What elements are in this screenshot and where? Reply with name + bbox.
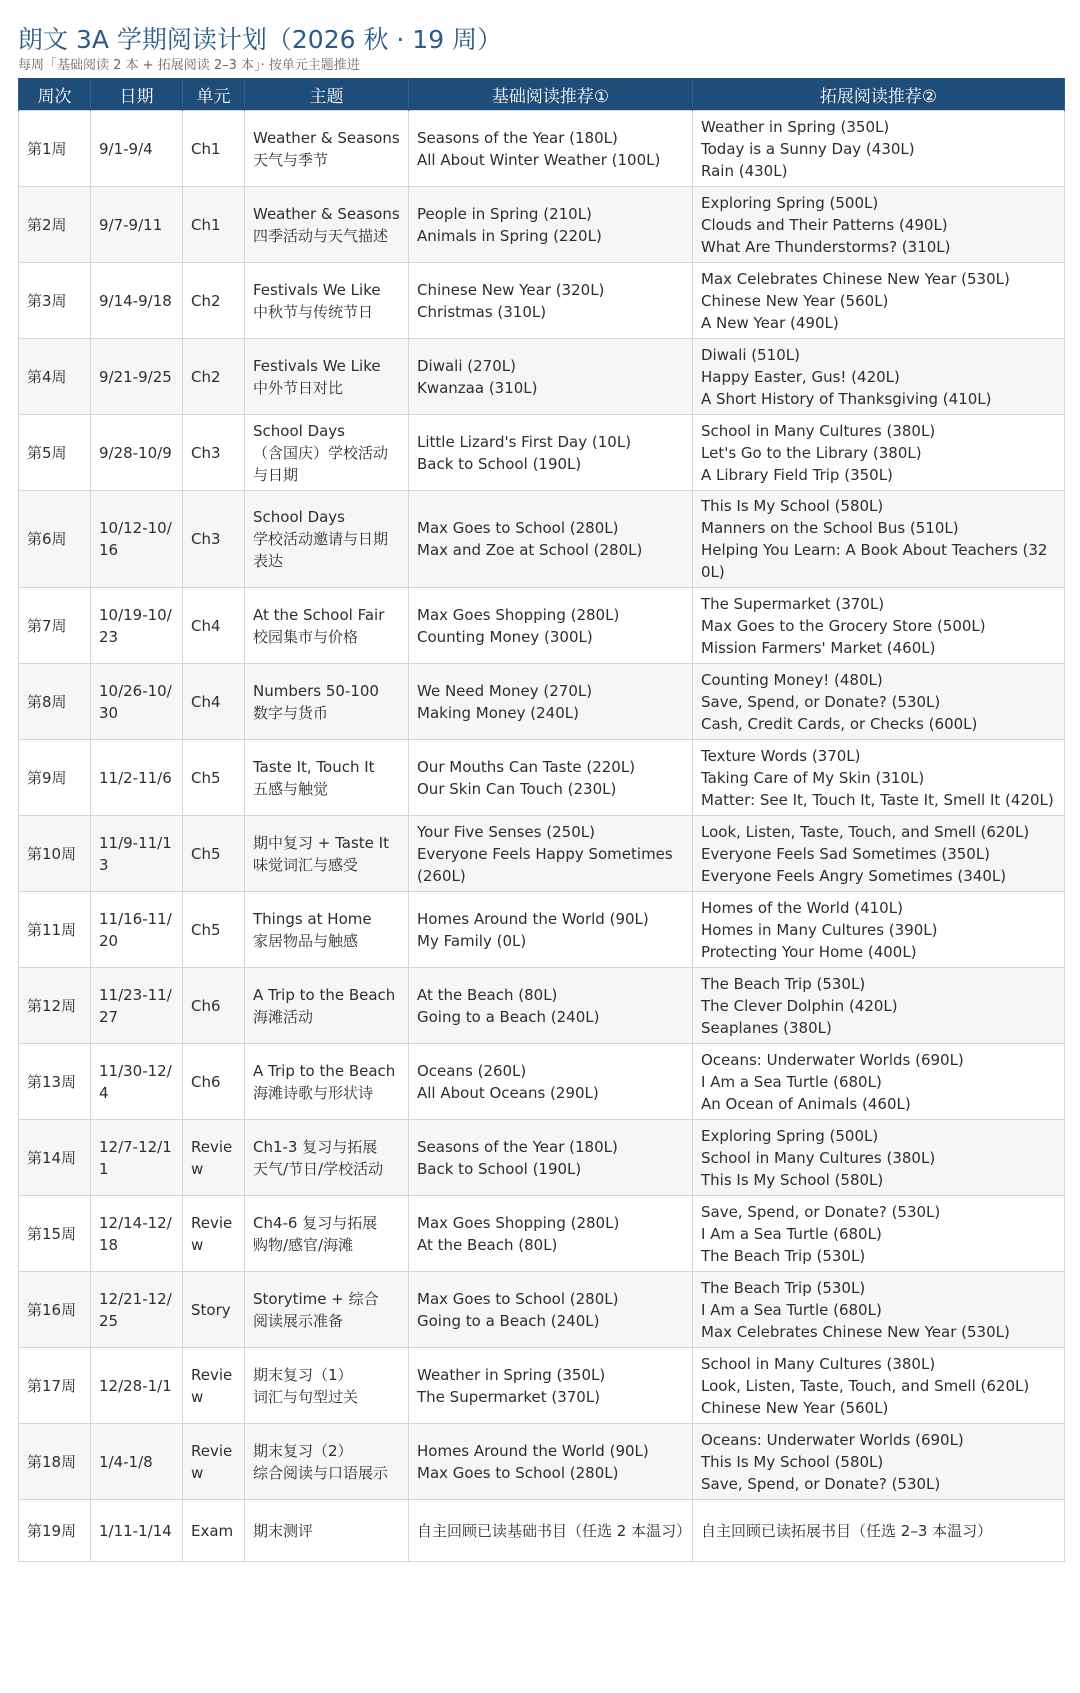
theme-line: 阅读展示准备: [253, 1311, 344, 1330]
theme-line: （含国庆）学校活动: [253, 443, 389, 462]
book-title: Back to School (190L): [417, 454, 582, 473]
basic-reading-cell: [409, 588, 693, 664]
book-title: The Beach Trip (530L): [701, 1246, 866, 1265]
theme-line: 期末复习（2）: [253, 1441, 353, 1460]
book-title: Max Goes to the Grocery Store (500L): [701, 616, 986, 635]
table-row: [19, 263, 1065, 339]
column-header-date: 日期: [91, 78, 183, 111]
theme-line: 购物/感官/海滩: [253, 1235, 354, 1254]
book-title: Counting Money (300L): [417, 627, 593, 646]
week-cell: 第17周: [19, 1348, 91, 1424]
table-row: [19, 740, 1065, 816]
unit-cell: Story: [183, 1272, 245, 1348]
book-title: Our Skin Can Touch (230L): [417, 779, 617, 798]
date-cell: 10/19-10/23: [91, 588, 183, 664]
week-cell: 第15周: [19, 1196, 91, 1272]
extended-reading-cell: [693, 664, 1065, 740]
book-title: Let's Go to the Library (380L): [701, 443, 922, 462]
table-row: [19, 892, 1065, 968]
extended-reading-cell: [693, 1044, 1065, 1120]
week-cell: 第16周: [19, 1272, 91, 1348]
theme-cell: [245, 1348, 409, 1424]
theme-line: 海滩活动: [253, 1007, 314, 1026]
book-title: Today is a Sunny Day (430L): [701, 139, 915, 158]
book-title: Save, Spend, or Donate? (530L): [701, 1474, 941, 1493]
date-cell: 12/21-12/25: [91, 1272, 183, 1348]
theme-cell: [245, 892, 409, 968]
book-title: Max and Zoe at School (280L): [417, 541, 643, 559]
week-cell: 第6周: [19, 491, 91, 588]
week-cell: 第10周: [19, 816, 91, 892]
book-title: Chinese New Year (560L): [701, 1398, 889, 1417]
date-cell: 10/26-10/30: [91, 664, 183, 740]
table-row: [19, 664, 1065, 740]
book-title: A New Year (490L): [701, 313, 839, 332]
book-title: An Ocean of Animals (460L): [701, 1094, 911, 1113]
extended-reading-cell: [693, 111, 1065, 187]
basic-reading-cell: [409, 1348, 693, 1424]
theme-cell: [245, 816, 409, 892]
theme-cell: [245, 1272, 409, 1348]
unit-cell: Ch3: [183, 415, 245, 491]
unit-cell: Ch5: [183, 816, 245, 892]
book-title: The Beach Trip (530L): [701, 1278, 866, 1297]
book-title: My Family (0L): [417, 931, 527, 950]
book-title: Everyone Feels Happy Sometimes (260L): [417, 844, 673, 885]
unit-cell: Review: [183, 1348, 245, 1424]
unit-cell: Ch1: [183, 187, 245, 263]
table-row: [19, 1044, 1065, 1120]
book-title: Our Mouths Can Taste (220L): [417, 757, 636, 776]
book-title: Exploring Spring (500L): [701, 193, 879, 212]
book-title: Everyone Feels Sad Sometimes (350L): [701, 844, 991, 863]
table-row: [19, 111, 1065, 187]
date-cell: 9/7-9/11: [91, 187, 183, 263]
book-title: Look, Listen, Taste, Touch, and Smell (620L): [701, 1376, 1030, 1395]
book-title: School in Many Cultures (380L): [701, 1354, 936, 1373]
page-subtitle: 每周「基础阅读 2 本 + 拓展阅读 2–3 本」· 按单元主题推进: [18, 58, 360, 73]
theme-line: Festivals We Like: [253, 280, 381, 299]
theme-cell: [245, 415, 409, 491]
basic-reading-cell: [409, 415, 693, 491]
extended-reading-cell: [693, 892, 1065, 968]
book-title: Chinese New Year (560L): [701, 291, 889, 310]
extended-reading-cell: [693, 1348, 1065, 1424]
extended-reading-cell: [693, 588, 1065, 664]
book-title: Protecting Your Home (400L): [701, 942, 917, 961]
book-title: Kwanzaa (310L): [417, 378, 538, 397]
week-cell: 第1周: [19, 111, 91, 187]
theme-line: 五感与触觉: [253, 779, 329, 798]
unit-cell: Ch2: [183, 339, 245, 415]
theme-cell: [245, 1500, 409, 1562]
theme-line: 四季活动与天气描述: [253, 226, 389, 245]
theme-cell: [245, 1196, 409, 1272]
book-title: Max Goes Shopping (280L): [417, 605, 620, 624]
date-cell: 11/2-11/6: [91, 740, 183, 816]
theme-line: Storytime + 综合: [253, 1289, 379, 1308]
basic-reading-cell: [409, 664, 693, 740]
basic-reading-cell: [409, 968, 693, 1044]
book-title: Max Goes Shopping (280L): [417, 1213, 620, 1232]
book-title: This Is My School (580L): [701, 1170, 884, 1189]
date-cell: 9/28-10/9: [91, 415, 183, 491]
book-title: Diwali (270L): [417, 356, 516, 375]
date-cell: 12/7-12/11: [91, 1120, 183, 1196]
book-title: This Is My School (580L): [701, 497, 884, 515]
book-title: We Need Money (270L): [417, 681, 593, 700]
date-cell: 9/21-9/25: [91, 339, 183, 415]
week-cell: 第13周: [19, 1044, 91, 1120]
unit-cell: Review: [183, 1120, 245, 1196]
table-row: [19, 1348, 1065, 1424]
week-cell: 第8周: [19, 664, 91, 740]
book-title: Taking Care of My Skin (310L): [701, 768, 925, 787]
book-title: Manners on the School Bus (510L): [701, 519, 959, 537]
theme-line: 家居物品与触感: [253, 931, 359, 950]
book-title: Homes Around the World (90L): [417, 909, 649, 928]
column-header-week: 周次: [19, 78, 91, 111]
date-cell: 11/23-11/27: [91, 968, 183, 1044]
unit-cell: Ch4: [183, 588, 245, 664]
theme-line: Ch4-6 复习与拓展: [253, 1213, 378, 1232]
book-title: Max Goes to School (280L): [417, 1463, 619, 1482]
theme-line: Things at Home: [253, 909, 372, 928]
week-cell: 第11周: [19, 892, 91, 968]
table-row: [19, 1424, 1065, 1500]
book-title: Counting Money! (480L): [701, 670, 883, 689]
extended-reading-cell: [693, 968, 1065, 1044]
date-cell: 11/16-11/20: [91, 892, 183, 968]
date-cell: 11/30-12/4: [91, 1044, 183, 1120]
table-row: [19, 415, 1065, 491]
theme-line: At the School Fair: [253, 605, 385, 624]
book-title: Max Celebrates Chinese New Year (530L): [701, 1322, 1010, 1341]
table-row: [19, 339, 1065, 415]
week-cell: 第5周: [19, 415, 91, 491]
extended-reading-cell: [693, 816, 1065, 892]
table-row: [19, 491, 1065, 588]
book-title: I Am a Sea Turtle (680L): [701, 1072, 882, 1091]
page-title: 朗文 3A 学期阅读计划（2026 秋 · 19 周）: [18, 25, 503, 54]
book-title: Max Celebrates Chinese New Year (530L): [701, 269, 1010, 288]
basic-reading-cell: [409, 1196, 693, 1272]
week-cell: 第18周: [19, 1424, 91, 1500]
date-cell: 9/1-9/4: [91, 111, 183, 187]
week-cell: 第12周: [19, 968, 91, 1044]
book-title: Texture Words (370L): [701, 746, 861, 765]
week-cell: 第14周: [19, 1120, 91, 1196]
basic-reading-cell: [409, 1120, 693, 1196]
book-title: Save, Spend, or Donate? (530L): [701, 692, 941, 711]
book-title: Helping You Learn: A Book About Teachers (320L): [701, 541, 1048, 581]
book-title: Homes Around the World (90L): [417, 1441, 649, 1460]
book-title: Your Five Senses (250L): [417, 822, 595, 841]
book-title: The Supermarket (370L): [417, 1387, 601, 1406]
book-title: Cash, Credit Cards, or Checks (600L): [701, 714, 978, 733]
theme-cell: [245, 111, 409, 187]
week-cell: 第7周: [19, 588, 91, 664]
book-title: Matter: See It, Touch It, Taste It, Smell It (420L): [701, 790, 1054, 809]
date-cell: 11/9-11/13: [91, 816, 183, 892]
extended-reading-cell: [693, 187, 1065, 263]
extended-reading-cell: [693, 491, 1065, 588]
unit-cell: Ch6: [183, 968, 245, 1044]
theme-line: 校园集市与价格: [253, 627, 359, 646]
theme-line: Numbers 50-100: [253, 681, 379, 700]
theme-line: A Trip to the Beach: [253, 985, 396, 1004]
theme-line: 表达: [253, 552, 284, 570]
basic-reading-cell: [409, 491, 693, 588]
basic-reading-cell: [409, 187, 693, 263]
theme-line: Weather & Seasons: [253, 204, 400, 223]
book-title: A Library Field Trip (350L): [701, 465, 893, 484]
date-cell: 1/4-1/8: [91, 1424, 183, 1500]
book-title: Max Goes to School (280L): [417, 1289, 619, 1308]
unit-cell: Ch3: [183, 491, 245, 588]
basic-reading-cell: [409, 740, 693, 816]
table-row: [19, 1272, 1065, 1348]
extended-reading-cell: [693, 1424, 1065, 1500]
book-title: Going to a Beach (240L): [417, 1311, 600, 1330]
book-title: School in Many Cultures (380L): [701, 421, 936, 440]
book-title: Making Money (240L): [417, 703, 579, 722]
table-header-row: [19, 78, 1065, 111]
theme-cell: [245, 491, 409, 588]
extended-reading-cell: [693, 1500, 1065, 1562]
theme-cell: [245, 1424, 409, 1500]
theme-line: 味觉词汇与感受: [253, 855, 359, 874]
book-title: Going to a Beach (240L): [417, 1007, 600, 1026]
basic-reading-cell: [409, 111, 693, 187]
theme-cell: [245, 968, 409, 1044]
table-row: [19, 968, 1065, 1044]
column-header-theme: 主题: [245, 78, 409, 111]
theme-line: 海滩诗歌与形状诗: [253, 1083, 374, 1102]
date-cell: 9/14-9/18: [91, 263, 183, 339]
theme-line: 数字与货币: [253, 703, 329, 722]
theme-line: 中秋节与传统节日: [253, 302, 374, 321]
extended-reading-cell: [693, 1196, 1065, 1272]
extended-reading-cell: [693, 740, 1065, 816]
table-row: [19, 1196, 1065, 1272]
extended-reading-cell: [693, 263, 1065, 339]
book-title: At the Beach (80L): [417, 1235, 558, 1254]
theme-line: 期末测评: [253, 1521, 314, 1540]
basic-reading-cell: [409, 1424, 693, 1500]
table-row: [19, 816, 1065, 892]
book-title: Oceans: Underwater Worlds (690L): [701, 1430, 964, 1449]
theme-line: 天气/节日/学校活动: [253, 1159, 384, 1178]
basic-reading-cell: [409, 1272, 693, 1348]
unit-cell: Ch5: [183, 740, 245, 816]
theme-line: School Days: [253, 421, 345, 440]
book-title: Homes in Many Cultures (390L): [701, 920, 938, 939]
theme-line: Taste It, Touch It: [253, 757, 375, 776]
date-cell: 1/11-1/14: [91, 1500, 183, 1562]
book-title: The Supermarket (370L): [701, 594, 885, 613]
book-title: I Am a Sea Turtle (680L): [701, 1300, 882, 1319]
reading-plan-table: [18, 78, 1065, 1562]
theme-cell: [245, 740, 409, 816]
book-title: All About Winter Weather (100L): [417, 150, 661, 169]
book-title: Oceans (260L): [417, 1061, 527, 1080]
book-title: Christmas (310L): [417, 302, 547, 321]
book-title: A Short History of Thanksgiving (410L): [701, 389, 992, 408]
book-title: This Is My School (580L): [701, 1452, 884, 1471]
unit-cell: Review: [183, 1196, 245, 1272]
theme-cell: [245, 187, 409, 263]
book-title: Oceans: Underwater Worlds (690L): [701, 1050, 964, 1069]
book-title: Rain (430L): [701, 161, 788, 180]
unit-cell: Ch2: [183, 263, 245, 339]
unit-cell: Ch5: [183, 892, 245, 968]
book-title: Homes of the World (410L): [701, 898, 903, 917]
table-row: [19, 1120, 1065, 1196]
theme-line: 与日期: [253, 465, 299, 484]
book-title: Chinese New Year (320L): [417, 280, 605, 299]
basic-reading-cell: [409, 816, 693, 892]
theme-line: 综合阅读与口语展示: [253, 1463, 389, 1482]
column-header-extended-reading: 拓展阅读推荐②: [693, 78, 1065, 111]
book-title: Everyone Feels Angry Sometimes (340L): [701, 866, 1007, 885]
theme-line: Weather & Seasons: [253, 128, 400, 147]
extended-reading-cell: [693, 1120, 1065, 1196]
table-body: [19, 111, 1065, 1562]
theme-cell: [245, 263, 409, 339]
book-title: Seasons of the Year (180L): [417, 1137, 618, 1156]
book-title: Little Lizard's First Day (10L): [417, 432, 632, 451]
book-title: Animals in Spring (220L): [417, 226, 602, 245]
basic-reading-cell: [409, 892, 693, 968]
week-cell: 第9周: [19, 740, 91, 816]
book-title: All About Oceans (290L): [417, 1083, 599, 1102]
book-title: 自主回顾已读基础书目（任选 2 本温习）: [417, 1521, 692, 1540]
column-header-basic-reading: 基础阅读推荐①: [409, 78, 693, 111]
table-row: [19, 187, 1065, 263]
book-title: Clouds and Their Patterns (490L): [701, 215, 948, 234]
date-cell: 10/12-10/16: [91, 491, 183, 588]
unit-cell: Exam: [183, 1500, 245, 1562]
basic-reading-cell: [409, 263, 693, 339]
extended-reading-cell: [693, 415, 1065, 491]
book-title: Exploring Spring (500L): [701, 1126, 879, 1145]
theme-line: School Days: [253, 508, 345, 526]
basic-reading-cell: [409, 339, 693, 415]
book-title: People in Spring (210L): [417, 204, 592, 223]
theme-line: 学校活动邀请与日期: [253, 530, 389, 548]
table-row: [19, 1500, 1065, 1562]
week-cell: 第2周: [19, 187, 91, 263]
book-title: Weather in Spring (350L): [417, 1365, 606, 1384]
table-row: [19, 588, 1065, 664]
theme-line: 中外节日对比: [253, 378, 344, 397]
week-cell: 第19周: [19, 1500, 91, 1562]
week-cell: 第4周: [19, 339, 91, 415]
book-title: Weather in Spring (350L): [701, 117, 890, 136]
theme-line: Festivals We Like: [253, 356, 381, 375]
unit-cell: Ch1: [183, 111, 245, 187]
basic-reading-cell: [409, 1500, 693, 1562]
book-title: Diwali (510L): [701, 345, 800, 364]
book-title: I Am a Sea Turtle (680L): [701, 1224, 882, 1243]
book-title: Save, Spend, or Donate? (530L): [701, 1202, 941, 1221]
week-cell: 第3周: [19, 263, 91, 339]
book-title: School in Many Cultures (380L): [701, 1148, 936, 1167]
book-title: The Clever Dolphin (420L): [701, 996, 898, 1015]
theme-line: 期中复习 + Taste It: [253, 833, 389, 852]
book-title: At the Beach (80L): [417, 985, 558, 1004]
theme-line: 天气与季节: [253, 150, 329, 169]
date-cell: 12/14-12/18: [91, 1196, 183, 1272]
unit-cell: Review: [183, 1424, 245, 1500]
book-title: Seaplanes (380L): [701, 1018, 832, 1037]
column-header-unit: 单元: [183, 78, 245, 111]
book-title: What Are Thunderstorms? (310L): [701, 237, 951, 256]
theme-cell: [245, 1044, 409, 1120]
extended-reading-cell: [693, 1272, 1065, 1348]
theme-cell: [245, 588, 409, 664]
book-title: The Beach Trip (530L): [701, 974, 866, 993]
unit-cell: Ch4: [183, 664, 245, 740]
book-title: Happy Easter, Gus! (420L): [701, 367, 900, 386]
theme-line: 词汇与句型过关: [253, 1387, 359, 1406]
book-title: Mission Farmers' Market (460L): [701, 638, 936, 657]
theme-cell: [245, 339, 409, 415]
unit-cell: Ch6: [183, 1044, 245, 1120]
book-title: Look, Listen, Taste, Touch, and Smell (620L): [701, 822, 1030, 841]
theme-line: 期末复习（1）: [253, 1365, 353, 1384]
book-title: 自主回顾已读拓展书目（任选 2–3 本温习）: [701, 1521, 993, 1540]
book-title: Back to School (190L): [417, 1159, 582, 1178]
theme-line: Ch1-3 复习与拓展: [253, 1137, 378, 1156]
basic-reading-cell: [409, 1044, 693, 1120]
theme-cell: [245, 1120, 409, 1196]
theme-cell: [245, 664, 409, 740]
book-title: Seasons of the Year (180L): [417, 128, 618, 147]
date-cell: 12/28-1/1: [91, 1348, 183, 1424]
theme-line: A Trip to the Beach: [253, 1061, 396, 1080]
extended-reading-cell: [693, 339, 1065, 415]
book-title: Max Goes to School (280L): [417, 519, 619, 537]
